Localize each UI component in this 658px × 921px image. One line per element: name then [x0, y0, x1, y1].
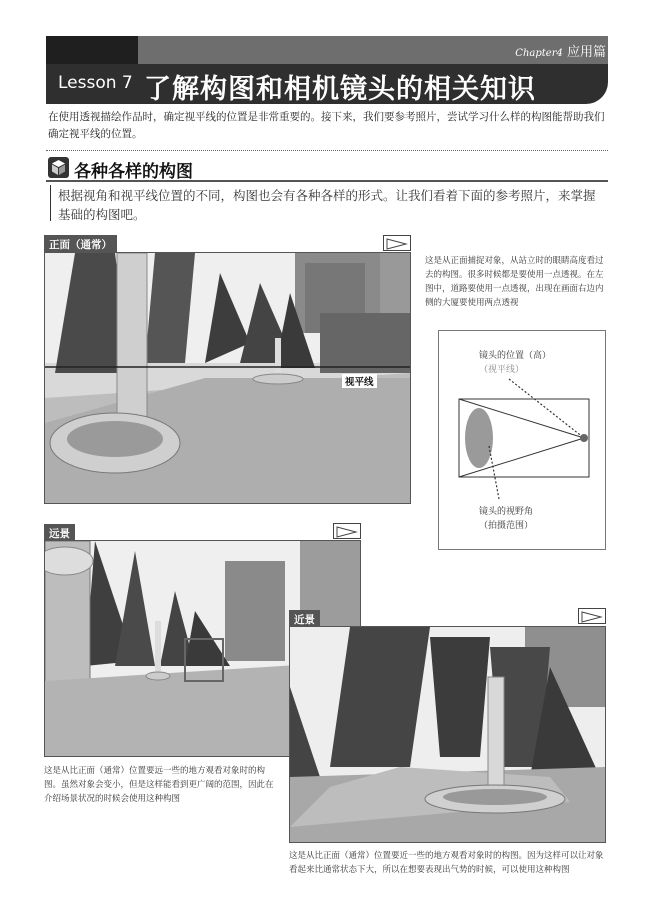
- camera-diagram: [438, 330, 606, 550]
- section-text-bar: [50, 185, 51, 221]
- flag-icon: [333, 523, 361, 539]
- section-title: 各种各样的构图: [74, 162, 193, 182]
- intro-text: 在使用透视描绘作品时，确定视平线的位置是非常重要的。接下来，我们要参考照片，尝试学习什么样的构图能帮助我们确定视平线的位置。: [48, 111, 605, 140]
- photo-near: [289, 626, 606, 843]
- divider: [46, 150, 608, 151]
- field-of-view-sub: （拍摄范围）: [479, 521, 534, 531]
- chapter-cn: 应用篇: [566, 45, 606, 60]
- lesson-number: Lesson 7: [58, 73, 133, 93]
- lens-position-sub: （视平线）: [479, 365, 525, 375]
- page-title: 了解构图和相机镜头的相关知识: [144, 74, 536, 105]
- chapter-label: [515, 41, 606, 60]
- flag-icon: [578, 608, 606, 624]
- section-text: 根据视角和视平线位置的不同，构图也会有各种各样的形式。让我们看着下面的参考照片，来掌握基础的构图吧。: [58, 188, 596, 222]
- photo-front-caption: 这是从正面捕捉对象，从站立时的眼睛高度看过去的构图。很多时候都是要使用一点透视。在左图中，道路要使用一点透视，出现在画面右边内侧的大厦要使用两点透视: [425, 256, 604, 308]
- photo-far-label: 远景: [44, 524, 75, 543]
- section-underline: [46, 180, 608, 182]
- flag-icon: [383, 235, 411, 251]
- photo-far-caption: 这是从比正面（通常）位置要远一些的地方观看对象时的构图。虽然对象会变小，但是这样能看到更广阔的范围，因此在介绍场景状况的时候会使用这种构图: [44, 766, 274, 804]
- horizon-tag: 视平线: [342, 374, 377, 388]
- field-of-view-label: 镜头的视野角: [479, 507, 534, 517]
- photo-near-label: 近景: [289, 610, 320, 629]
- header-top-dark-tab: [46, 36, 138, 64]
- chapter-en: Chapter4: [515, 48, 563, 59]
- cube-icon: [48, 157, 69, 178]
- lens-position-label: 镜头的位置（高）: [479, 351, 552, 361]
- photo-front-label: 正面（通常）: [44, 235, 117, 254]
- photo-near-caption: 这是从比正面（通常）位置要近一些的地方观看对象时的构图。因为这样可以让对象看起来比通常状态下大，所以在想要表现出气势的时候，可以使用这种构图: [289, 851, 604, 875]
